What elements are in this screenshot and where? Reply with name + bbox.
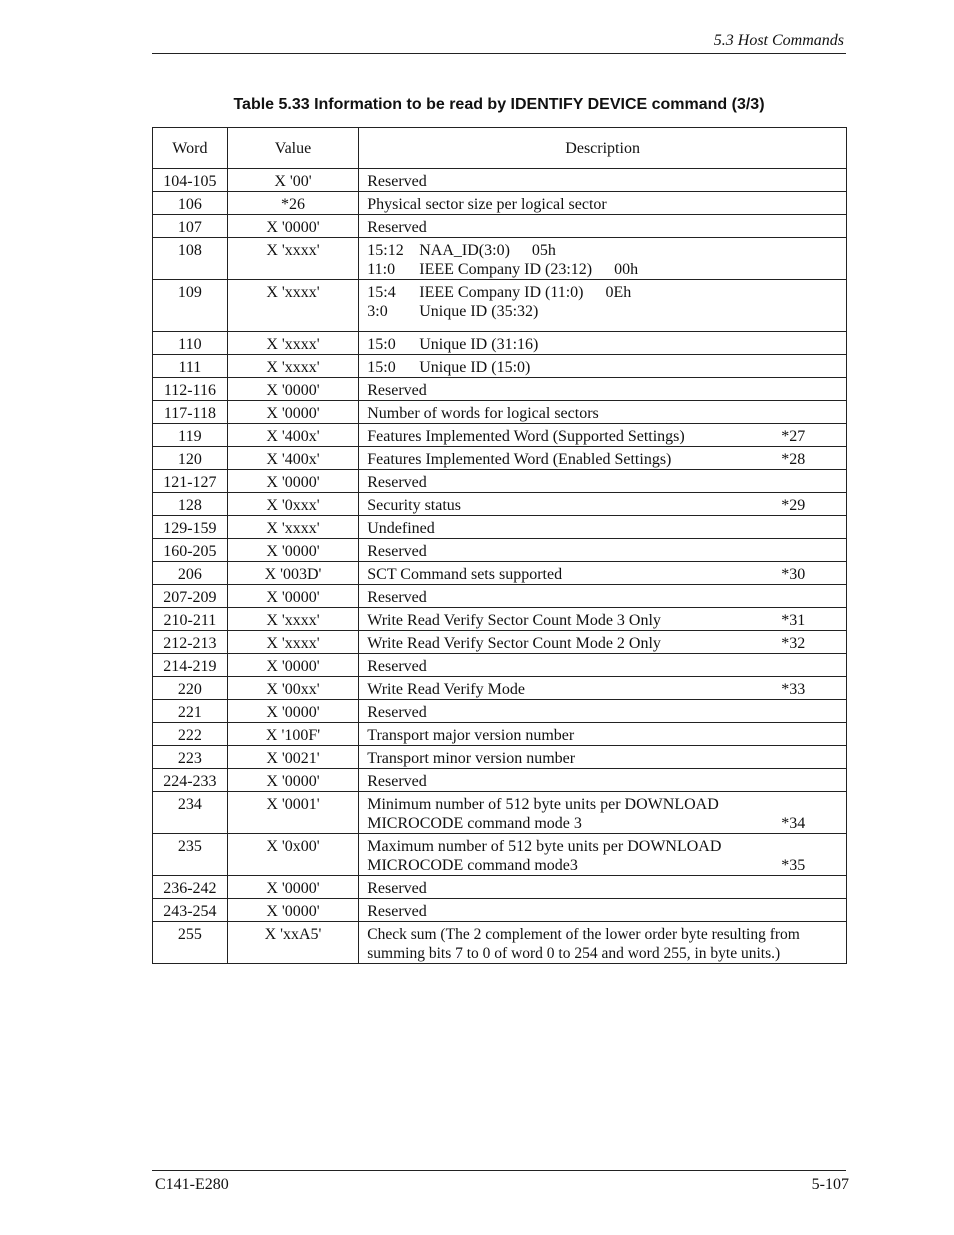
description-line [367,381,846,400]
word-cell: 129-159 [153,516,228,539]
value-cell: X 'xxxx' [227,608,358,631]
description-cell [359,447,847,470]
description-text: Reserved [367,474,427,491]
description-text: Reserved [367,658,427,675]
identify-device-table [152,127,847,964]
table-row [153,631,847,654]
column-header-word: Word [153,128,228,169]
description-line [367,172,846,191]
word-cell: 207-209 [153,585,228,608]
column-header-value: Value [227,128,358,169]
table-row [153,654,847,677]
description-cell [359,585,847,608]
description-line [367,944,846,963]
description-line [367,680,846,699]
description-line [367,302,846,321]
description-line [367,814,846,833]
value-cell: X '00' [227,169,358,192]
description-line [367,657,846,676]
field-value: 05h [531,242,556,259]
word-cell: 220 [153,677,228,700]
value-cell: X '0000' [227,769,358,792]
document-id: C141-E280 [155,1176,229,1193]
description-cell [359,723,847,746]
word-cell: 222 [153,723,228,746]
description-line [367,611,846,630]
table-row [153,493,847,516]
word-cell: 112-116 [153,378,228,401]
description-text: Unique ID (15:0) [419,359,531,376]
description-text: Reserved [367,382,427,399]
description-line [367,450,846,469]
description-cell [359,332,847,355]
value-cell: X '0xxx' [227,493,358,516]
description-cell [359,834,847,876]
running-header: 5.3 Host Commands [713,32,844,49]
description-line [367,837,846,856]
description-text: Reserved [367,704,427,721]
value-cell: X '0000' [227,215,358,238]
description-cell [359,280,847,332]
page-number: 5-107 [811,1176,849,1193]
word-cell: 255 [153,922,228,964]
table-row [153,769,847,792]
description-line [367,542,846,561]
description-text: Write Read Verify Sector Count Mode 2 Only [367,635,661,652]
word-cell: 108 [153,238,228,280]
description-line [367,427,846,446]
header-rule [152,53,846,54]
description-text: Unique ID (31:16) [419,336,539,353]
table-row [153,562,847,585]
word-cell: 121-127 [153,470,228,493]
description-cell [359,562,847,585]
value-cell: X '0000' [227,654,358,677]
table-row [153,192,847,215]
value-cell: X '00xx' [227,677,358,700]
description-text: Features Implemented Word (Enabled Settings) [367,451,672,468]
description-line [367,925,846,944]
value-cell: X 'xxxx' [227,280,358,332]
value-cell: X '0000' [227,700,358,723]
value-cell: X '0000' [227,378,358,401]
table-row [153,215,847,238]
description-line [367,195,846,214]
word-cell: 119 [153,424,228,447]
value-cell: X '0x00' [227,834,358,876]
table-row [153,608,847,631]
table-row [153,169,847,192]
description-cell [359,238,847,280]
description-text: Reserved [367,589,427,606]
description-line [367,634,846,653]
description-line [367,749,846,768]
description-text: Reserved [367,880,427,897]
description-cell [359,470,847,493]
description-line [367,358,846,377]
description-cell [359,654,847,677]
description-cell [359,631,847,654]
value-cell: X 'xxxx' [227,355,358,378]
table-row [153,238,847,280]
description-text: Write Read Verify Sector Count Mode 3 Only [367,612,661,629]
description-text: Reserved [367,543,427,560]
footnote-ref: *28 [781,451,806,468]
description-text: Check sum (The 2 complement of the lower order byte resulting from [367,926,800,943]
description-cell [359,677,847,700]
description-line [367,856,846,875]
word-cell: 117-118 [153,401,228,424]
description-cell [359,378,847,401]
description-cell [359,608,847,631]
description-text: Unique ID (35:32) [419,303,539,320]
word-cell: 206 [153,562,228,585]
table-row [153,516,847,539]
footnote-ref: *27 [781,428,806,445]
table-row [153,378,847,401]
description-line [367,241,846,260]
description-line [367,588,846,607]
description-cell [359,700,847,723]
value-cell: X '0000' [227,585,358,608]
description-text: Transport major version number [367,727,575,744]
bit-range: 15:0 [367,359,396,376]
word-cell: 107 [153,215,228,238]
description-line [367,795,846,814]
description-line [367,519,846,538]
value-cell: X '0000' [227,401,358,424]
table-row [153,424,847,447]
table-row [153,470,847,493]
description-cell [359,401,847,424]
description-text: NAA_ID(3:0) [419,242,510,259]
value-cell: X '0000' [227,899,358,922]
word-cell: 223 [153,746,228,769]
table-row [153,723,847,746]
word-cell: 109 [153,280,228,332]
description-text: Reserved [367,173,427,190]
word-cell: 210-211 [153,608,228,631]
footnote-ref: *32 [781,635,806,652]
column-header-description: Description [359,128,847,169]
bit-range: 11:0 [367,261,396,278]
word-cell: 212-213 [153,631,228,654]
value-cell: X '0000' [227,470,358,493]
description-line [367,772,846,791]
word-cell: 221 [153,700,228,723]
bit-range: 15:4 [367,284,396,301]
value-cell: X '400x' [227,424,358,447]
description-cell [359,424,847,447]
description-cell [359,746,847,769]
word-cell: 236-242 [153,876,228,899]
value-cell: X '0021' [227,746,358,769]
description-text: Maximum number of 512 byte units per DOWNLOAD [367,838,722,855]
word-cell: 234 [153,792,228,834]
table-row [153,332,847,355]
value-cell: *26 [227,192,358,215]
footnote-ref: *30 [781,566,806,583]
footnote-ref: *33 [781,681,806,698]
description-line [367,260,846,279]
description-text: MICROCODE command mode3 [367,857,578,874]
description-cell [359,355,847,378]
footer-rule [152,1170,846,1171]
description-cell [359,493,847,516]
table-row [153,585,847,608]
description-line [367,703,846,722]
description-text: Reserved [367,773,427,790]
description-text: Security status [367,497,462,514]
description-text: Minimum number of 512 byte units per DOWNLOAD [367,796,719,813]
table-row [153,922,847,964]
description-line [367,283,846,302]
word-cell: 106 [153,192,228,215]
value-cell: X 'xxA5' [227,922,358,964]
footnote-ref: *29 [781,497,806,514]
word-cell: 235 [153,834,228,876]
word-cell: 120 [153,447,228,470]
table-row [153,876,847,899]
footnote-ref: *34 [781,815,806,832]
table-row [153,899,847,922]
field-value: 00h [614,261,639,278]
word-cell: 224-233 [153,769,228,792]
bit-range: 15:0 [367,336,396,353]
description-line [367,335,846,354]
table-row [153,447,847,470]
table-row [153,746,847,769]
value-cell: X 'xxxx' [227,516,358,539]
description-cell [359,169,847,192]
word-cell: 128 [153,493,228,516]
value-cell: X 'xxxx' [227,238,358,280]
value-cell: X 'xxxx' [227,332,358,355]
description-line [367,218,846,237]
description-text: Write Read Verify Mode [367,681,525,698]
word-cell: 160-205 [153,539,228,562]
description-text: Undefined [367,520,435,537]
description-text: Transport minor version number [367,750,576,767]
table-row [153,280,847,332]
table-header-row [153,128,847,169]
description-line [367,473,846,492]
description-text: SCT Command sets supported [367,566,563,583]
description-text: MICROCODE command mode 3 [367,815,582,832]
description-line [367,404,846,423]
description-cell [359,922,847,964]
description-line [367,726,846,745]
description-text: Reserved [367,219,427,236]
value-cell: X '400x' [227,447,358,470]
table-row [153,355,847,378]
table-body [153,169,847,964]
description-cell [359,192,847,215]
description-cell [359,769,847,792]
table-row [153,700,847,723]
description-text: IEEE Company ID (23:12) [419,261,593,278]
description-cell [359,539,847,562]
word-cell: 104-105 [153,169,228,192]
value-cell: X 'xxxx' [227,631,358,654]
description-line [367,902,846,921]
field-value: 0Eh [605,284,632,301]
description-line [367,879,846,898]
description-line [367,496,846,515]
description-text: Features Implemented Word (Supported Settings) [367,428,685,445]
description-cell [359,516,847,539]
bit-range: 3:0 [367,303,388,320]
value-cell: X '100F' [227,723,358,746]
bit-range: 15:12 [367,242,404,259]
word-cell: 243-254 [153,899,228,922]
description-cell [359,899,847,922]
table-row [153,539,847,562]
description-text: Reserved [367,903,427,920]
table-caption: Table 5.33 Information to be read by IDENTIFY DEVICE command (3/3) [233,96,765,113]
value-cell: X '0000' [227,539,358,562]
description-text: summing bits 7 to 0 of word 0 to 254 and word 255, in byte units.) [367,945,781,962]
footnote-ref: *35 [781,857,806,874]
description-cell [359,792,847,834]
footnote-ref: *31 [781,612,806,629]
value-cell: X '0000' [227,876,358,899]
description-cell [359,876,847,899]
description-cell [359,215,847,238]
value-cell: X '0001' [227,792,358,834]
word-cell: 214-219 [153,654,228,677]
word-cell: 111 [153,355,228,378]
description-text: Physical sector size per logical sector [367,196,607,213]
description-text: Number of words for logical sectors [367,405,599,422]
value-cell: X '003D' [227,562,358,585]
table-row [153,401,847,424]
table-row [153,834,847,876]
table-row [153,792,847,834]
table-row [153,677,847,700]
description-line [367,565,846,584]
word-cell: 110 [153,332,228,355]
description-text: IEEE Company ID (11:0) [419,284,584,301]
